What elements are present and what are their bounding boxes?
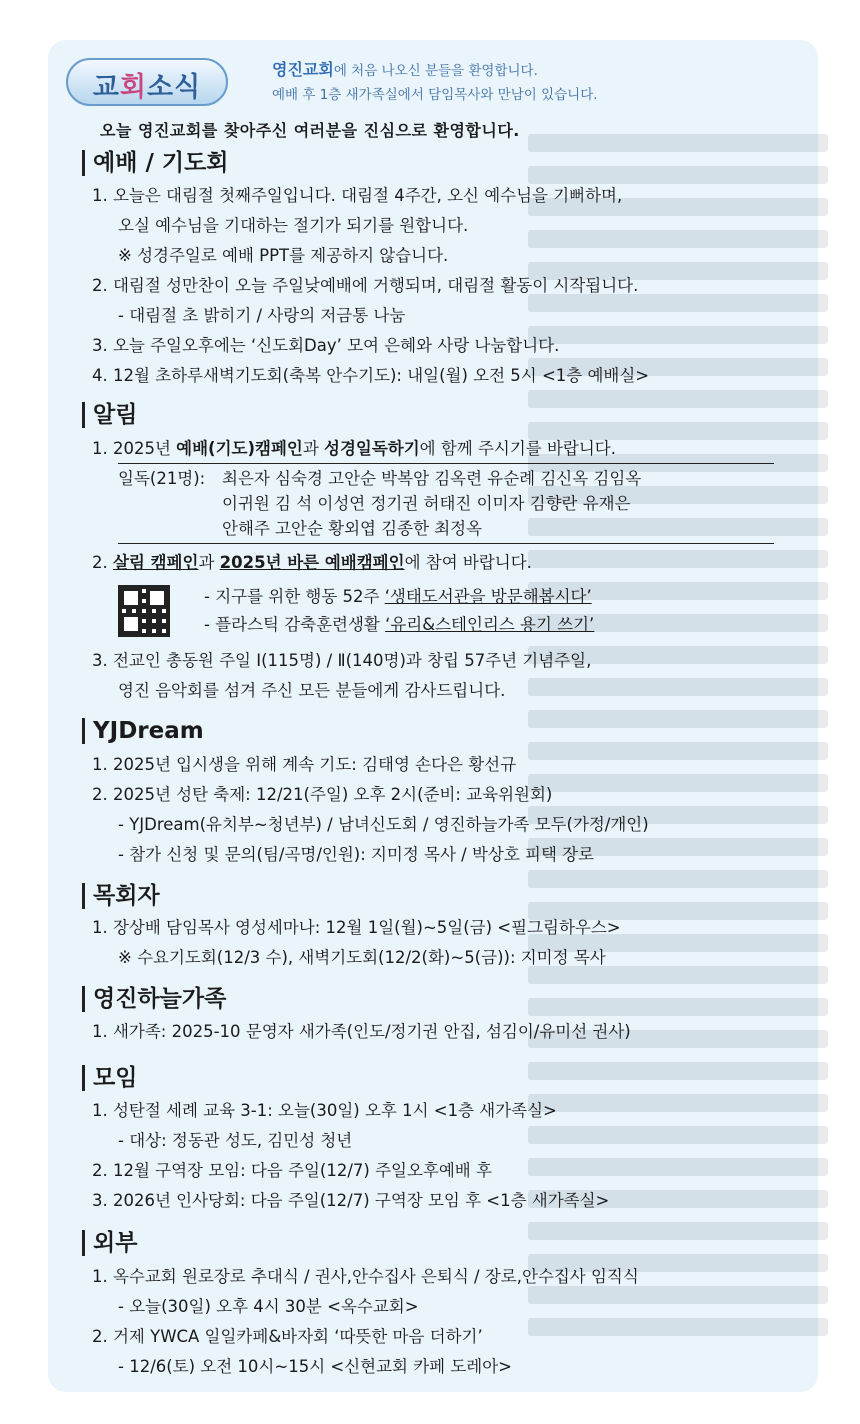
notice-item-1: 1. 2025년 예배(기도)캠페인과 성경일독하기에 함께 주시기를 바랍니다. — [92, 439, 616, 458]
worship-item-1-note: ※ 성경주일로 예배 PPT를 제공하지 않습니다. — [118, 246, 449, 265]
section-pastor: 목회자 — [82, 883, 160, 909]
section-family: 영진하늘가족 — [82, 986, 226, 1012]
worship-item-4: 4. 12월 초하루새벽기도회(축복 안수기도): 내일(월) 오전 5시 <1층 예배실> — [92, 366, 650, 385]
worship-item-3: 3. 오늘 주일오후에는 ‘신도회Day’ 모여 은혜와 사랑 나눔합니다. — [92, 336, 560, 355]
worship-item-1: 1. 오늘은 대림절 첫째주일입니다. 대림절 4주간, 오신 예수님을 기뻐하며, — [92, 186, 623, 205]
greeting: 오늘 영진교회를 찾아주신 여러분을 진심으로 환영합니다. — [100, 121, 520, 140]
divider — [118, 463, 774, 464]
meeting-item-3: 3. 2026년 인사당회: 다음 주일(12/7) 구역장 모임 후 <1층 새가족실> — [92, 1191, 610, 1210]
yjdream-item-2: 2. 2025년 성탄 축제: 12/21(주일) 오후 2시(준비: 교육위원회) — [92, 785, 553, 804]
worship-item-1-cont: 오실 예수님을 기대하는 절기가 되기를 원합니다. — [118, 216, 469, 235]
church-news-logo: 교회소식 — [66, 58, 228, 106]
worship-item-2-sub: - 대림절 초 밝히기 / 사랑의 저금통 나눔 — [118, 306, 406, 325]
section-external: 외부 — [82, 1230, 137, 1256]
worship-item-2: 2. 대림절 성만찬이 오늘 주일낮예배에 거행되며, 대림절 활동이 시작됩니다. — [92, 276, 639, 295]
meeting-item-2: 2. 12월 구역장 모임: 다음 주일(12/7) 주일오후예배 후 — [92, 1161, 492, 1180]
divider — [118, 543, 774, 544]
read-names-1: 최은자 심숙경 고안순 박복암 김옥련 유순례 김신옥 김임옥 — [222, 469, 642, 488]
yjdream-item-2-sub-1: - YJDream(유치부~청년부) / 남녀신도회 / 영진하늘가족 모두(가정/개인) — [118, 815, 649, 834]
qr-code-icon[interactable] — [118, 585, 170, 637]
external-item-1: 1. 옥수교회 원로장로 추대식 / 권사,안수집사 은퇴식 / 장로,안수집사 임직식 — [92, 1267, 639, 1286]
section-meeting: 모임 — [82, 1065, 137, 1091]
external-item-2: 2. 거제 YWCA 일일카페&바자회 ‘따뜻한 마음 더하기’ — [92, 1327, 483, 1346]
section-notice: 알림 — [82, 402, 137, 428]
yjdream-item-2-sub-2: - 참가 신청 및 문의(팀/곡명/인원): 지미정 목사 / 박상호 피택 장로 — [118, 845, 595, 864]
read-names-3: 안해주 고안순 황외엽 김종한 최정옥 — [222, 519, 483, 538]
section-worship: 예배 / 기도회 — [82, 150, 229, 176]
external-item-2-sub: - 12/6(토) 오전 10시~15시 <신현교회 카페 도레아> — [118, 1357, 512, 1376]
bleed-through-text — [528, 120, 828, 1420]
pastor-item-1-note: ※ 수요기도회(12/3 수), 새벽기도회(12/2(화)~5(금)): 지미정 목사 — [118, 948, 606, 967]
pastor-item-1: 1. 장상배 담임목사 영성세마나: 12월 1일(월)~5일(금) <필그림하우스> — [92, 918, 621, 937]
welcome-notice: 영진교회에 처음 나오신 분들을 환영합니다. 예배 후 1층 새가족실에서 담임목사와 만남이 있습니다. — [272, 60, 598, 103]
read-label: 일독(21명): — [118, 469, 206, 488]
meeting-item-1: 1. 성탄절 세례 교육 3-1: 오늘(30일) 오후 1시 <1층 새가족실> — [92, 1101, 557, 1120]
notice-item-2: 2. 살림 캠페인과 2025년 바른 예배캠페인에 참여 바랍니다. — [92, 553, 532, 572]
notice-item-3-cont: 영진 음악회를 섬겨 주신 모든 분들에게 감사드립니다. — [118, 681, 506, 700]
yjdream-item-1: 1. 2025년 입시생을 위해 계속 기도: 김태영 손다은 황선규 — [92, 755, 517, 774]
family-item-1: 1. 새가족: 2025-10 문영자 새가족(인도/정기권 안집, 섬김이/유미선 권사) — [92, 1022, 631, 1041]
notice-item-3: 3. 전교인 총동원 주일 Ⅰ(115명) / Ⅱ(140명)과 창립 57주년 기념주일, — [92, 651, 592, 670]
meeting-item-1-sub: - 대상: 정동관 성도, 김민성 청년 — [118, 1131, 353, 1150]
section-yjdream: YJDream — [82, 718, 204, 744]
read-names-2: 이귀원 김 석 이성연 정기권 허태진 이미자 김향란 유재은 — [222, 494, 631, 513]
external-item-1-sub: - 오늘(30일) 오후 4시 30분 <옥수교회> — [118, 1297, 419, 1316]
church-name: 영진교회 — [272, 60, 334, 79]
notice-item-2-sub-1: - 지구를 위한 행동 52주 ‘생태도서관을 방문해봅시다’ — [204, 587, 592, 606]
notice-item-2-sub-2: - 플라스틱 감축훈련생활 ‘유리&스테인리스 용기 쓰기’ — [204, 615, 595, 634]
